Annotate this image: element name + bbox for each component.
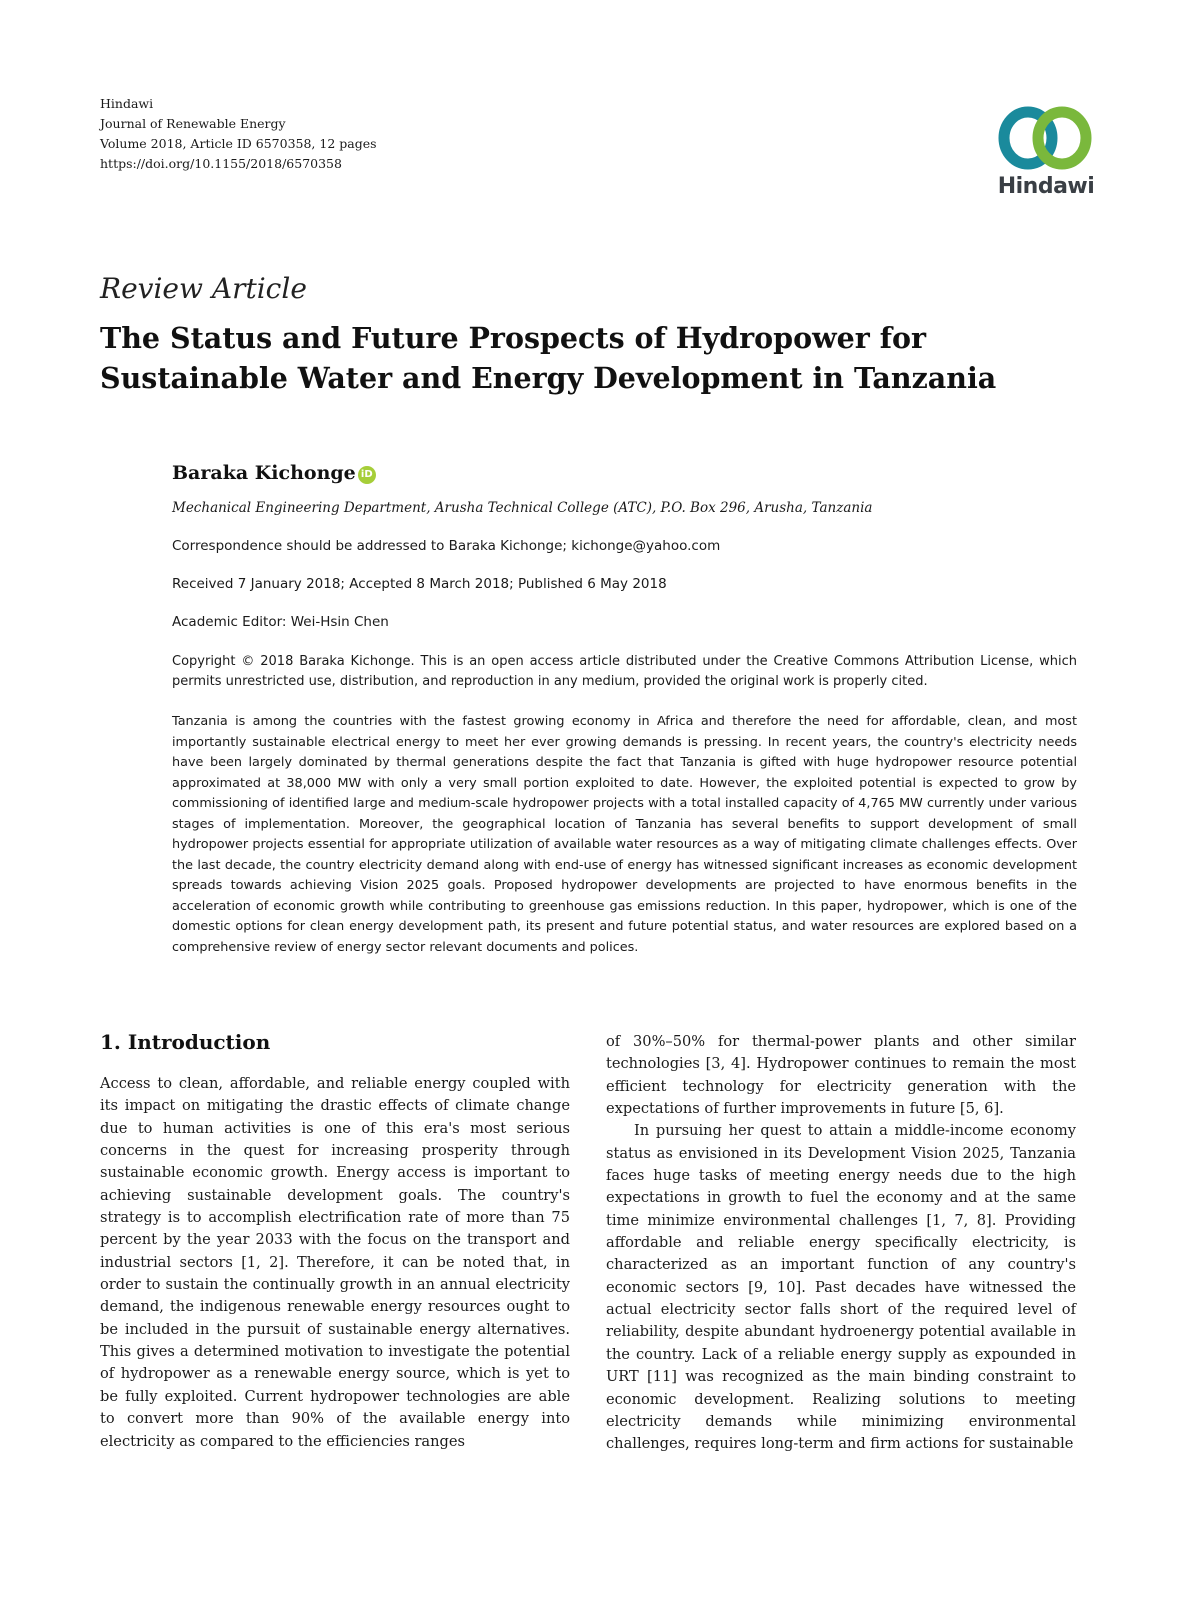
affiliation: Mechanical Engineering Department, Arusha Technical College (ATC), P.O. Box 296, Arusha, Tanzania <box>172 500 873 516</box>
article-type: Review Article <box>100 272 307 305</box>
volume-info: Volume 2018, Article ID 6570358, 12 pages <box>100 136 377 151</box>
author-name: Baraka Kichonge <box>172 462 356 484</box>
correspondence: Correspondence should be addressed to Baraka Kichonge; kichonge@yahoo.com <box>172 538 721 554</box>
abstract: Tanzania is among the countries with the fastest growing economy in Africa and therefore the need for affordable, clean, and most importantly sustainable electrical energy to meet her ever growing demands is pressing. In recent years, the country's electricity needs have been largely dominated by thermal generations despite the fact that Tanzania is gifted with huge hydropower resource potential approximated at 38,000 MW with only a very small portion exploited to date. However, the exploited potential is expected to grow by commissioning of identified large and medium-scale hydropower projects with a total installed capacity of 4,765 MW currently under various stages of implementation. Moreover, the geographical location of Tanzania has several benefits to support development of small hydropower projects essential for appropriate utilization of available water resources as a way of mitigating climate challenges effects. Over the last decade, the country electricity demand along with end-use of energy has witnessed significant increases as economic development spreads towards achieving Vision 2025 goals. Proposed hydropower developments are projected to have enormous benefits in the acceleration of economic growth while contributing to greenhouse gas emissions reduction. In this paper, hydropower, which is one of the domestic options for clean energy development path, its present and future potential status, and water resources are explored based on a comprehensive review of energy sector relevant documents and polices. <box>172 714 1077 955</box>
publication-dates: Received 7 January 2018; Accepted 8 March 2018; Published 6 May 2018 <box>172 576 667 592</box>
body-column-left <box>100 1073 570 1453</box>
hindawi-logo <box>990 102 1102 206</box>
publisher-name: Hindawi <box>100 96 154 111</box>
paragraph: of 30%–50% for thermal-power plants and other similar technologies [3, 4]. Hydropower continues to remain the most efficient technology for electricity generation with the expectations of further improvements in future [5, 6]. <box>606 1033 1076 1118</box>
paragraph: Access to clean, affordable, and reliable energy coupled with its impact on mitigating the drastic effects of climate change due to human activities is one of this era's most serious concerns in the quest for increasing prosperity through sustainable economic growth. Energy access is important to achieving sustainable development goals. The country's strategy is to accomplish electrification rate of more than 75 percent by the year 2033 with the focus on the transport and industrial sectors [1, 2]. Therefore, it can be noted that, in order to sustain the continually growth in an annual electricity demand, the indigenous renewable energy resources ought to be included in the pursuit of sustainable energy alternatives. This gives a determined motivation to investigate the potential of hydropower as a renewable energy source, which is yet to be fully exploited. Current hydropower technologies are able to convert more than 90% of the available energy into electricity as compared to the efficiencies ranges <box>100 1075 570 1450</box>
section-heading: 1. Introduction <box>100 1030 271 1054</box>
orcid-icon[interactable]: iD <box>358 466 376 484</box>
academic-editor: Academic Editor: Wei-Hsin Chen <box>172 614 389 630</box>
journal-name: Journal of Renewable Energy <box>100 116 286 131</box>
journal-header <box>100 94 377 174</box>
author-line <box>172 462 376 484</box>
logo-wordmark: Hindawi <box>997 174 1095 199</box>
article-title: The Status and Future Prospects of Hydropower for Sustainable Water and Energy Development in Tanzania <box>100 321 997 395</box>
hindawi-rings-icon <box>990 102 1102 174</box>
copyright-notice: Copyright © 2018 Baraka Kichonge. This is an open access article distributed under the Creative Commons Attribution License, which permits unrestricted use, distribution, and reproduction in any medium, provided the original work is properly cited. <box>172 654 1077 689</box>
body-column-right <box>606 1031 1076 1456</box>
doi-link[interactable]: https://doi.org/10.1155/2018/6570358 <box>100 156 342 171</box>
paragraph: In pursuing her quest to attain a middle-income economy status as envisioned in its Development Vision 2025, Tanzania faces huge tasks of meeting energy needs due to the high expectations in growth to fuel the economy and at the same time minimize environmental challenges [1, 7, 8]. Providing affordable and reliable energy specifically electricity, is characterized as an important function of any country's economic sectors [9, 10]. Past decades have witnessed the actual electricity sector falls short of the required level of reliability, despite abundant hydroenergy potential available in the country. Lack of a reliable energy supply as expounded in URT [11] was recognized as the main binding constraint to economic development. Realizing solutions to meeting electricity demands while minimizing environmental challenges, requires long-term and firm actions for sustainable <box>606 1122 1076 1453</box>
